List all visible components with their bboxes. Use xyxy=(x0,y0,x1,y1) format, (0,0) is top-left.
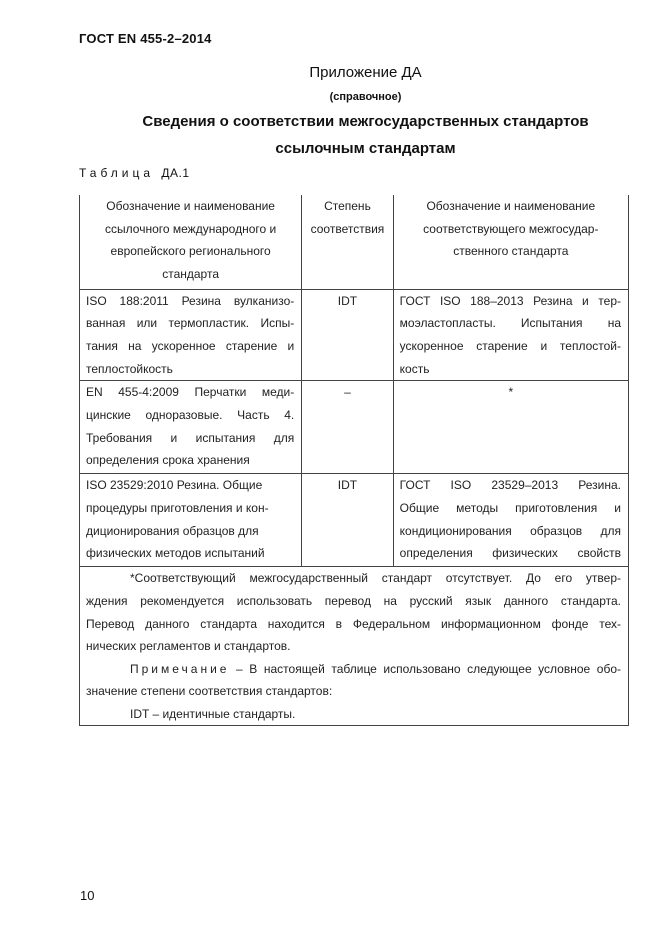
cell-text: тания на ускоренное старение и xyxy=(86,338,295,353)
cell-text: кондиционирования образцов для xyxy=(399,523,621,538)
header-text: ственного стандарта xyxy=(453,244,569,258)
header-col-reference xyxy=(80,195,302,289)
cell-degree: IDT xyxy=(302,474,393,567)
note-text: – В настоящей таблице использовано следующее условное обо- xyxy=(236,661,621,676)
cell-text: определения срока хранения xyxy=(86,453,250,468)
note-text: значение степени соответствия стандартов: xyxy=(86,684,333,699)
header-text: ссылочного международного и xyxy=(105,221,277,236)
header-text: Обозначение и наименование xyxy=(106,199,275,213)
cell-text: ванная или термопластик. Испы- xyxy=(86,316,295,331)
cell-text: ГОСТ ISO 188–2013 Резина и тер- xyxy=(399,293,621,308)
cell-national-standard xyxy=(393,474,628,567)
header-text: соответствия xyxy=(310,221,385,236)
header-text: Обозначение и наименование xyxy=(426,199,596,213)
header-text: Степень xyxy=(324,199,371,213)
header-text: соответствующего межгосудар- xyxy=(423,221,599,236)
appendix-heading-line-1: Сведения о соответствии межгосударственных стандартов xyxy=(142,113,589,130)
appendix-kind: (справочное) xyxy=(329,91,402,103)
document-code: ГОСТ EN 455-2–2014 xyxy=(79,31,212,46)
cell-reference-standard xyxy=(80,381,302,474)
table-header-row xyxy=(80,195,629,289)
cell-text: диционирования образцов для xyxy=(86,523,259,538)
cell-degree: IDT xyxy=(302,289,393,381)
footnote-text: ждения рекомендуется использовать перевод на русский язык данного стандарта. xyxy=(86,593,621,608)
cell-degree: – xyxy=(302,381,393,474)
cell-text: ГОСТ ISO 23529–2013 Резина. xyxy=(399,478,621,493)
cell-text: теплостойкость xyxy=(86,361,173,376)
footnote-text: *Соответствующий межгосударственный стандарт отсутствует. До его утвер- xyxy=(130,571,621,586)
table-footnote xyxy=(80,567,629,726)
standards-table xyxy=(79,195,629,726)
appendix-title: Приложение ДА xyxy=(309,64,422,81)
header-col-degree xyxy=(302,195,393,289)
cell-national-standard: * xyxy=(393,381,628,474)
cell-text: моэластопласты. Испытания на xyxy=(399,316,621,331)
note-line xyxy=(86,658,621,681)
cell-text: определения физических свойств xyxy=(399,546,621,561)
page-number: 10 xyxy=(80,888,95,903)
table-label xyxy=(79,166,190,180)
cell-text: ускоренное старение и теплостой- xyxy=(399,338,621,353)
note-word: Примечание xyxy=(130,661,230,676)
cell-national-standard xyxy=(393,289,628,381)
note-item: IDT – идентичные стандарты. xyxy=(130,706,296,721)
footnote-text: Перевод данного стандарта находится в Федеральном информационном фонде тех- xyxy=(86,616,621,631)
cell-text: Общие методы приготовления и xyxy=(399,501,621,516)
header-text: европейского регионального xyxy=(110,244,271,258)
table-label-word: Таблица xyxy=(79,166,155,180)
table-row xyxy=(80,381,629,474)
footnote-text: нических регламентов и стандартов. xyxy=(86,639,291,654)
cell-text: ISO 23529:2010 Резина. Общие xyxy=(86,478,263,493)
header-text: стандарта xyxy=(162,266,220,281)
cell-reference-standard xyxy=(80,289,302,381)
table-row xyxy=(80,474,629,567)
appendix-heading-line-2: ссылочным стандартам xyxy=(275,140,456,157)
cell-text: EN 455-4:2009 Перчатки меди- xyxy=(86,385,295,400)
cell-text: Требования и испытания для xyxy=(86,430,295,445)
table-footnote-row xyxy=(80,567,629,726)
header-col-national xyxy=(393,195,628,289)
cell-reference-standard xyxy=(80,474,302,567)
cell-text: цинские одноразовые. Часть 4. xyxy=(86,408,295,423)
cell-text: физических методов испытаний xyxy=(86,546,265,561)
cell-text: ISO 188:2011 Резина вулканизо- xyxy=(86,293,295,308)
cell-text: кость xyxy=(399,361,430,376)
table-row xyxy=(80,289,629,381)
table-label-number: ДА.1 xyxy=(161,166,190,180)
cell-text: процедуры приготовления и кон- xyxy=(86,501,269,516)
